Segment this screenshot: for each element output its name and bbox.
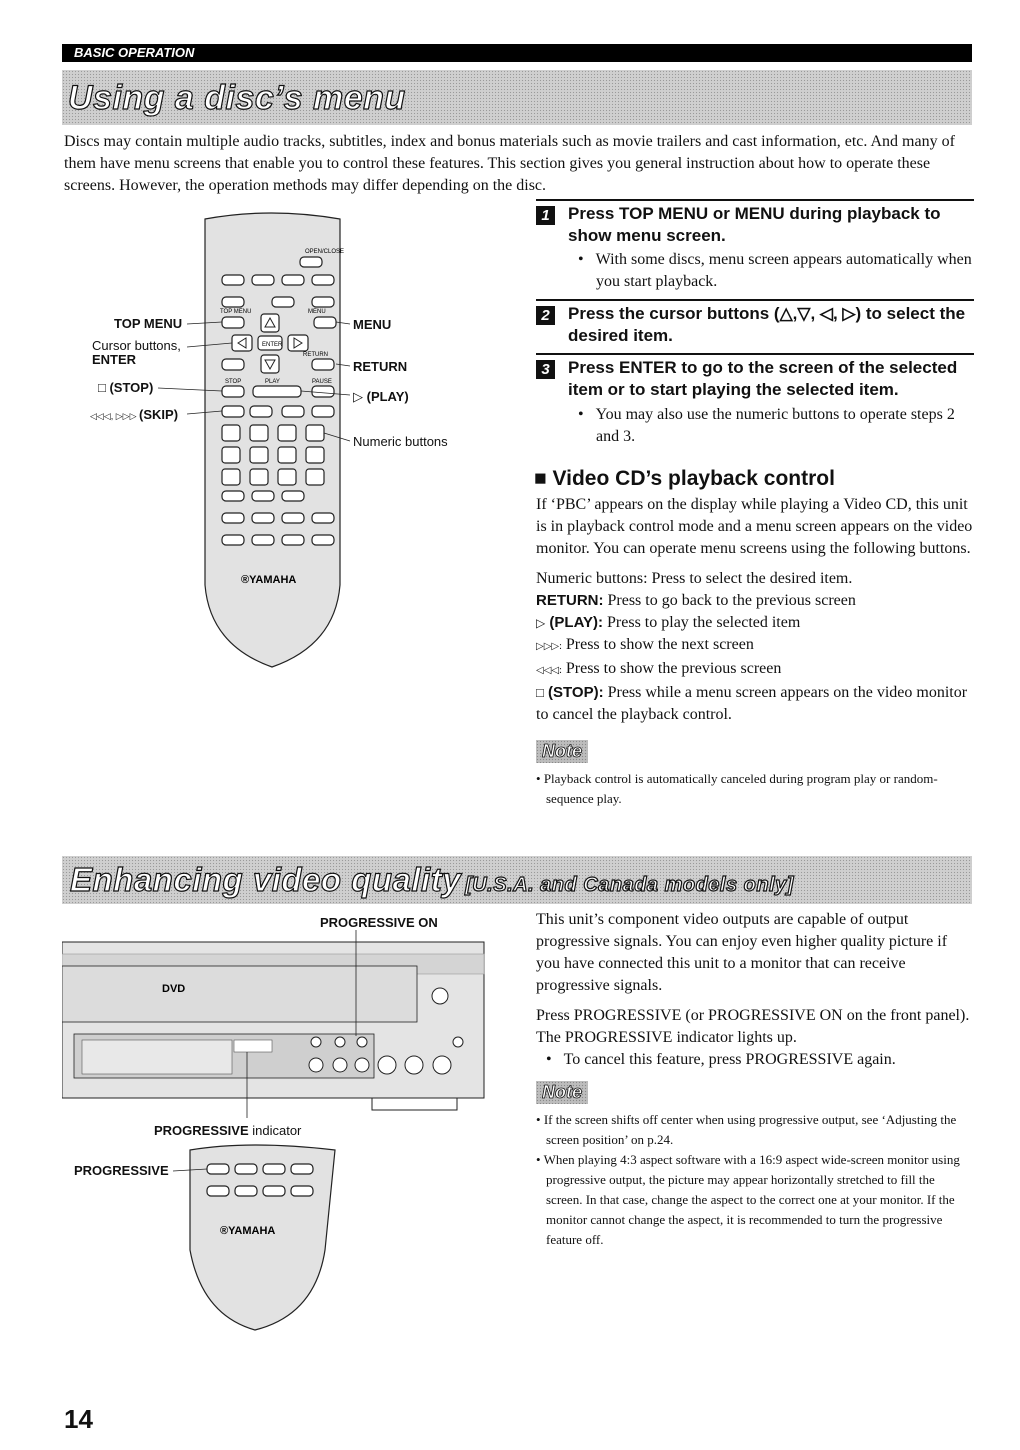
label-play: ▷ (PLAY) xyxy=(353,389,409,404)
menu-key-label: MENU xyxy=(308,309,326,315)
pbc-prev-icon: ◁◁◁: xyxy=(536,665,562,676)
pause-key-label: PAUSE xyxy=(312,379,332,385)
label-top-menu: TOP MENU xyxy=(114,316,183,331)
section2-title: Enhancing video quality xyxy=(70,861,462,898)
remote2-brand-logo: ®YAMAHA xyxy=(220,1225,276,1237)
play-icon: ▷ xyxy=(353,389,367,404)
section2-para1: This unit’s component video outputs are capable of output progressive signals. You can enjoy even higher quality picture if you have connected this unit to a monitor that can receive progressive signals. xyxy=(536,911,948,994)
pbc-intro: If ‘PBC’ appears on the display while playing a Video CD, this unit is in playback control mode and a menu screen appears on the video monitor. You can operate menu screens using the following buttons. xyxy=(536,496,973,557)
pbc-return: RETURN: Press to go back to the previous screen xyxy=(536,592,856,609)
enter-key-label: ENTER xyxy=(262,342,283,348)
stop-key[interactable] xyxy=(222,386,244,397)
pbc-play-icon: ▷ xyxy=(536,616,546,630)
label-stop: □ (STOP) xyxy=(98,380,154,395)
progressive-key[interactable] xyxy=(207,1164,229,1174)
section1-note: • Playback control is automatically canceled during program play or random-sequence play. xyxy=(536,771,938,806)
stop-icon: □ xyxy=(98,380,110,395)
pbc-numeric: Numeric buttons: Press to select the desired item. xyxy=(536,570,853,587)
step3-number: 3 xyxy=(536,360,555,379)
label-cursor-buttons: Cursor buttons, xyxy=(92,338,181,353)
section1-intro: Discs may contain multiple audio tracks, subtitles, index and bonus materials such as movie trailers and cast information, etc. And many of them have menu screens that enable you to control these features. This section gives you general instruction about how to operate these screens. However, the operation methods may differ depending on the disc. xyxy=(64,133,955,194)
menu-key[interactable] xyxy=(314,317,336,328)
play-key-label: PLAY xyxy=(265,379,280,385)
svg-text:DVD: DVD xyxy=(162,983,186,995)
note-badge: Note xyxy=(536,740,588,763)
cursor-down-key[interactable] xyxy=(261,355,279,373)
section2-para2b: The PROGRESSIVE indicator lights up. xyxy=(536,1029,797,1046)
section2-note-2: • When playing 4:3 aspect software with a 16:9 aspect wide-screen monitor using progressive output, the picture may appear horizontally stretched to fill the screen. In that case, change the aspect to the correct one at your monitor. If the monitor cannot change the aspect, it is recommended to turn the progressive feature off. xyxy=(536,1152,960,1247)
section2-para2a: Press PROGRESSIVE (or PROGRESSIVE ON on the front panel). xyxy=(536,1007,970,1024)
label-progressive-indicator: PROGRESSIVE indicator xyxy=(154,1123,302,1138)
skip-back-key[interactable] xyxy=(222,406,244,417)
play-key[interactable] xyxy=(253,386,301,397)
step2-title: Press the cursor buttons (△,▽, ◁, ▷) to select the desired item. xyxy=(568,304,966,345)
label-progressive: PROGRESSIVE xyxy=(74,1163,169,1178)
label-skip: ◁◁◁, ▷▷▷ (SKIP) xyxy=(90,407,179,422)
section1-title: Using a disc’s menu xyxy=(68,79,406,117)
return-key-label: RETURN xyxy=(303,352,328,358)
step3-title: Press ENTER to go to the screen of the selected item or to start playing the selected item. xyxy=(568,358,958,399)
label-return: RETURN xyxy=(353,359,408,374)
top-menu-key[interactable] xyxy=(222,317,244,328)
step2-number: 2 xyxy=(536,306,555,325)
note-badge-2: Note xyxy=(536,1081,588,1104)
step1-bullet: • With some discs, menu screen appears automatically when you start playback. xyxy=(578,251,972,290)
label-progressive-on: PROGRESSIVE ON xyxy=(320,915,438,930)
pbc-stop: □ (STOP): Press while a menu screen appears on the video monitor to cancel the playback control. xyxy=(536,684,968,723)
pbc-prev: ◁◁◁: Press to show the previous screen xyxy=(536,660,782,677)
remote-brand-logo: ®YAMAHA xyxy=(241,574,297,586)
cursor-right-key[interactable] xyxy=(288,335,308,351)
pbc-stop-icon: □ xyxy=(536,685,544,700)
label-enter: ENTER xyxy=(92,352,137,367)
page-number: 14 xyxy=(64,1404,93,1434)
cursor-left-key[interactable] xyxy=(232,335,252,351)
cursor-up-key[interactable] xyxy=(261,314,279,332)
return-key[interactable] xyxy=(312,359,334,370)
step1-number: 1 xyxy=(536,206,555,225)
section-header-bar xyxy=(62,44,972,62)
pbc-next: ▷▷▷: Press to show the next screen xyxy=(536,636,754,653)
pbc-play: ▷ (PLAY): Press to play the selected item xyxy=(536,614,801,631)
steps-column xyxy=(536,199,974,809)
pbc-return-label: RETURN: xyxy=(536,592,604,609)
section2-text-column xyxy=(536,909,974,1250)
bullet-dot: • xyxy=(578,251,596,268)
pbc-heading: ■ Video CD’s playback control xyxy=(534,467,835,490)
label-numeric-buttons: Numeric buttons xyxy=(353,434,448,449)
step1-title: Press TOP MENU or MENU during playback to show menu screen. xyxy=(568,204,941,245)
skip-icons: ◁◁◁, ▷▷▷ xyxy=(90,411,140,421)
section-header-label: BASIC OPERATION xyxy=(74,45,195,60)
bullet-dot: • xyxy=(578,406,596,423)
label-menu: MENU xyxy=(353,317,392,332)
section2-bullet: • To cancel this feature, press PROGRESSIVE again. xyxy=(546,1051,896,1068)
pause-key[interactable] xyxy=(312,386,334,397)
stop-key-label: STOP xyxy=(225,379,242,385)
section2-title-suffix: [U.S.A. and Canada models only] xyxy=(465,874,794,896)
skip-forward-key[interactable] xyxy=(250,406,272,417)
section1-title-bar xyxy=(62,70,972,125)
open-close-key-label: OPEN/CLOSE xyxy=(305,249,345,255)
step3-bullet: • You may also use the numeric buttons to operate steps 2 and 3. xyxy=(578,406,955,445)
section2-note-1: • If the screen shifts off center when using progressive output, see ‘Adjusting the screen position’ on p.24. xyxy=(536,1112,957,1147)
pbc-next-icon: ▷▷▷: xyxy=(536,641,562,652)
section2-title-bar xyxy=(62,856,972,904)
top-menu-key-label: TOP MENU xyxy=(220,309,252,315)
